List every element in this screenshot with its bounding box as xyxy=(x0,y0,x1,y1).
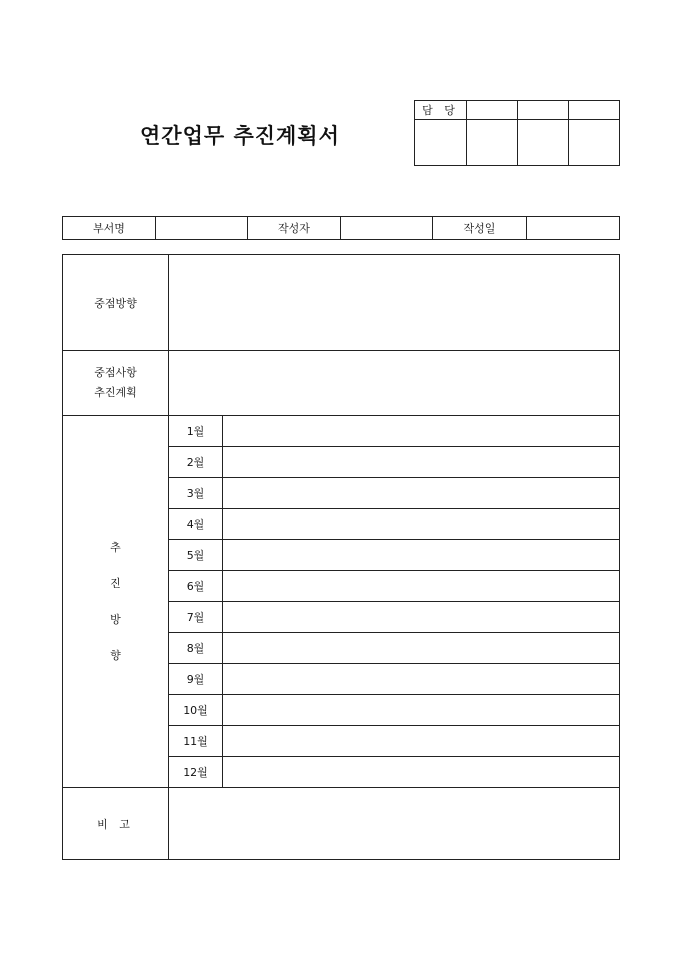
department-label: 부서명 xyxy=(63,217,156,240)
approval-signature-cell[interactable] xyxy=(467,120,518,166)
remarks-label: 비 고 xyxy=(63,788,169,860)
department-field[interactable] xyxy=(156,217,248,240)
progress-char: 진 xyxy=(110,576,121,590)
approval-header-cell[interactable] xyxy=(569,101,620,120)
progress-char: 추 xyxy=(110,540,121,554)
month-field[interactable] xyxy=(223,447,620,478)
info-table xyxy=(62,216,620,240)
month-field[interactable] xyxy=(223,726,620,757)
month-label: 2월 xyxy=(169,447,223,478)
approval-signature-cell[interactable] xyxy=(415,120,467,166)
month-field[interactable] xyxy=(223,571,620,602)
month-field[interactable] xyxy=(223,540,620,571)
progress-direction-label xyxy=(63,416,169,788)
date-field[interactable] xyxy=(527,217,620,240)
month-label: 6월 xyxy=(169,571,223,602)
month-field[interactable] xyxy=(223,602,620,633)
plan-table xyxy=(62,254,620,860)
month-label: 12월 xyxy=(169,757,223,788)
date-label: 작성일 xyxy=(433,217,527,240)
month-label: 11월 xyxy=(169,726,223,757)
document-title: 연간업무 추진계획서 xyxy=(140,124,340,148)
focus-items-line1: 중점사항 xyxy=(94,366,137,379)
month-field[interactable] xyxy=(223,478,620,509)
focus-items-field[interactable] xyxy=(169,351,620,416)
month-label: 5월 xyxy=(169,540,223,571)
progress-char: 방 xyxy=(110,612,121,626)
month-field[interactable] xyxy=(223,416,620,447)
focus-items-label xyxy=(63,351,169,416)
month-label: 1월 xyxy=(169,416,223,447)
approval-signature-cell[interactable] xyxy=(569,120,620,166)
focus-direction-field[interactable] xyxy=(169,255,620,351)
approval-header-cell[interactable] xyxy=(518,101,569,120)
focus-direction-label: 중점방향 xyxy=(63,255,169,351)
focus-items-line2: 추진계획 xyxy=(94,386,137,399)
month-field[interactable] xyxy=(223,695,620,726)
month-label: 3월 xyxy=(169,478,223,509)
month-label: 7월 xyxy=(169,602,223,633)
approval-header-label: 담 당 xyxy=(415,101,467,120)
remarks-field[interactable] xyxy=(169,788,620,860)
month-field[interactable] xyxy=(223,664,620,695)
writer-label: 작성자 xyxy=(248,217,341,240)
writer-field[interactable] xyxy=(341,217,433,240)
month-label: 9월 xyxy=(169,664,223,695)
approval-box xyxy=(414,100,620,166)
month-field[interactable] xyxy=(223,509,620,540)
approval-signature-cell[interactable] xyxy=(518,120,569,166)
month-label: 4월 xyxy=(169,509,223,540)
approval-header-cell[interactable] xyxy=(467,101,518,120)
month-field[interactable] xyxy=(223,633,620,664)
progress-char: 향 xyxy=(110,648,121,662)
month-label: 8월 xyxy=(169,633,223,664)
month-field[interactable] xyxy=(223,757,620,788)
month-label: 10월 xyxy=(169,695,223,726)
